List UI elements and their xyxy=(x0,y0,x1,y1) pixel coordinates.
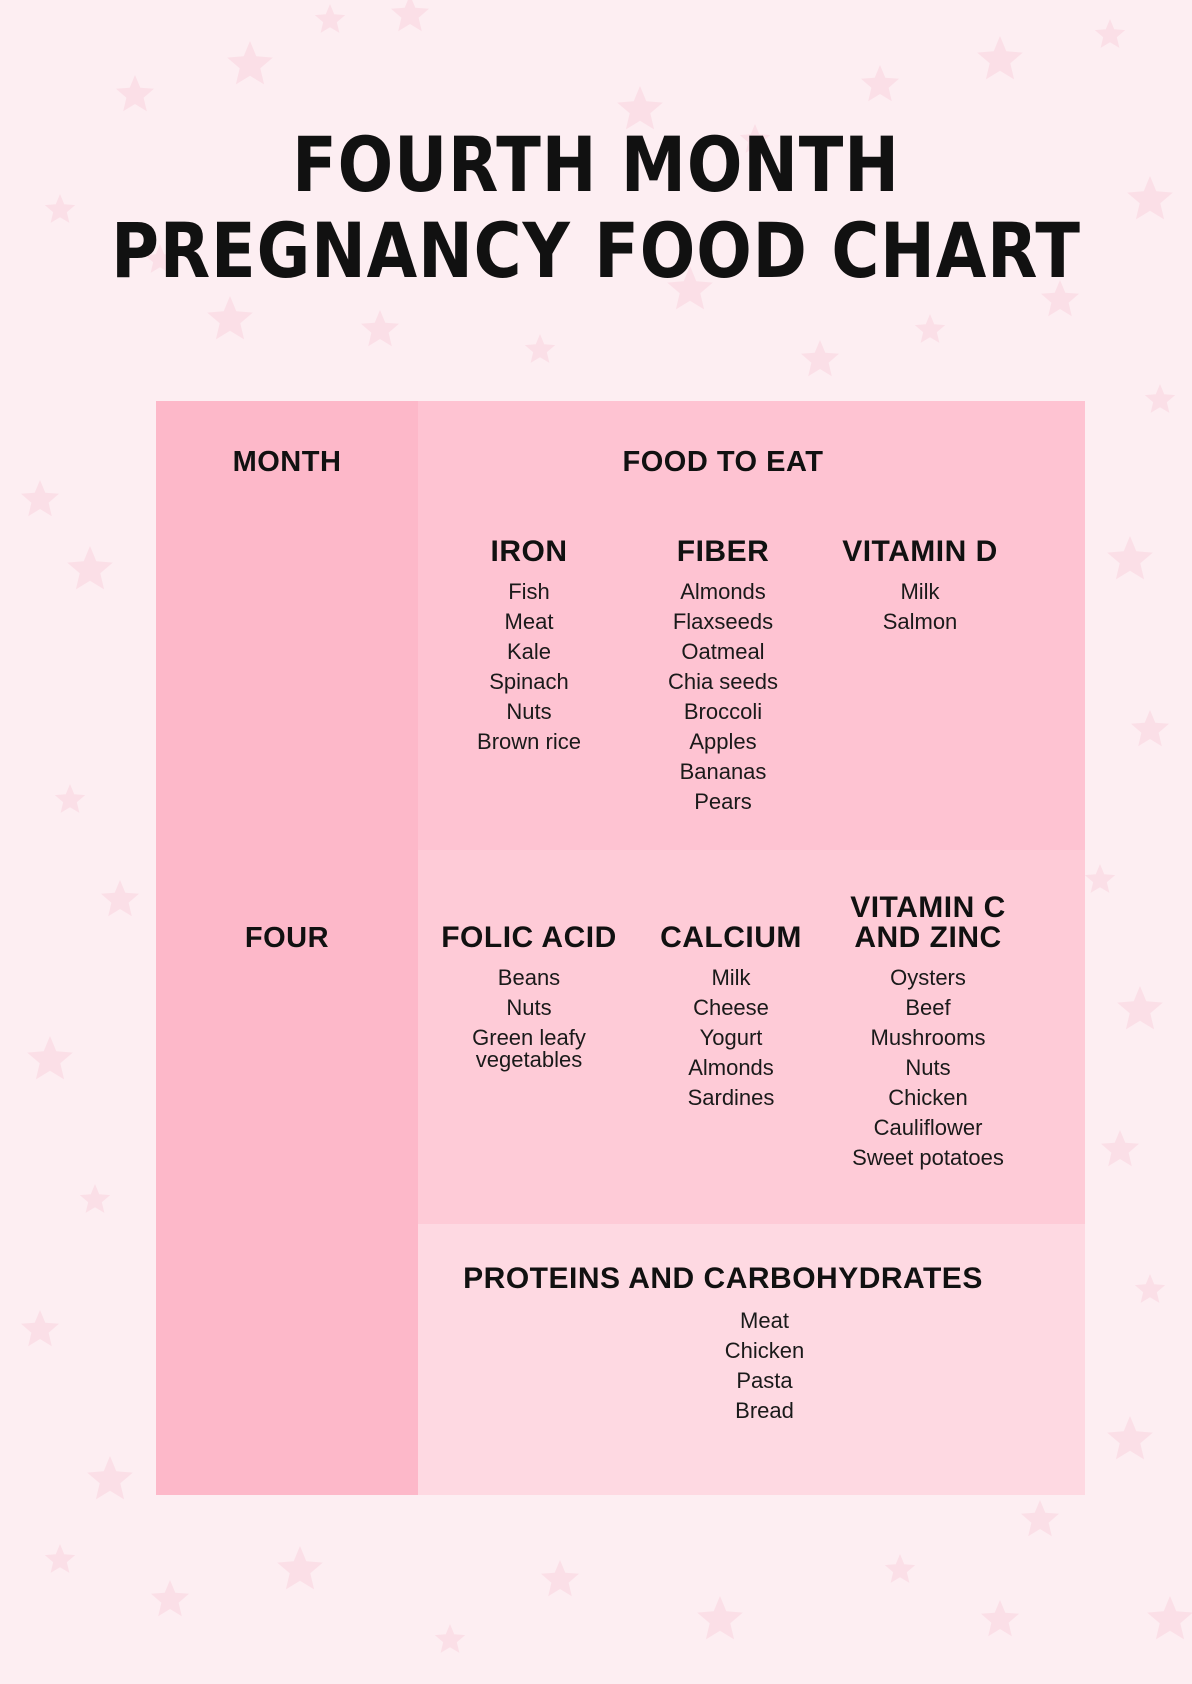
month-value: FOUR xyxy=(244,922,330,954)
decorative-star-icon xyxy=(1107,1416,1153,1459)
vitamin-d-list xyxy=(820,577,1020,637)
food-item: Oatmeal xyxy=(681,639,765,664)
food-item: Almonds xyxy=(688,1055,774,1080)
decorative-star-icon xyxy=(1107,536,1153,579)
calcium-list xyxy=(631,963,831,1113)
decorative-star-icon xyxy=(981,1600,1019,1636)
food-item: Apples xyxy=(689,729,757,754)
food-item: Oysters xyxy=(890,965,966,990)
food-item: Chicken xyxy=(724,1338,805,1363)
decorative-star-icon xyxy=(1085,864,1115,893)
decorative-star-icon xyxy=(1127,176,1173,219)
food-item: Bread xyxy=(735,1398,794,1423)
decorative-star-icon xyxy=(1117,986,1163,1029)
food-item: Nuts xyxy=(506,995,552,1020)
proteins-carbs-list xyxy=(501,1306,1028,1426)
decorative-star-icon xyxy=(45,194,75,223)
food-item: Bananas xyxy=(679,759,767,784)
food-item: Beef xyxy=(905,995,951,1020)
decorative-star-icon xyxy=(80,1184,110,1213)
food-item: Pears xyxy=(694,789,752,814)
vitamin-c-zinc-title-line-1: VITAMIN C xyxy=(850,891,1006,924)
food-item: Nuts xyxy=(905,1055,951,1080)
food-item: Almonds xyxy=(680,579,766,604)
decorative-star-icon xyxy=(885,1554,915,1583)
food-item: Flaxseeds xyxy=(672,609,774,634)
folic-acid-group xyxy=(429,923,629,1075)
iron-title: IRON xyxy=(490,535,568,568)
fiber-group xyxy=(623,537,823,817)
food-item: Cheese xyxy=(693,995,769,1020)
food-item: Salmon xyxy=(882,609,958,634)
page-title xyxy=(83,122,1108,294)
folic-acid-list xyxy=(429,963,629,1075)
decorative-star-icon xyxy=(21,1310,59,1346)
decorative-star-icon xyxy=(977,36,1023,79)
food-item: Cauliflower xyxy=(873,1115,983,1140)
food-item: Sweet potatoes xyxy=(852,1145,1004,1170)
food-item: Beans xyxy=(497,965,561,990)
decorative-star-icon xyxy=(21,480,59,516)
calcium-title: CALCIUM xyxy=(660,921,802,954)
decorative-star-icon xyxy=(435,1624,465,1653)
food-item: Pasta xyxy=(736,1368,793,1393)
food-item: Milk xyxy=(711,965,751,990)
decorative-star-icon xyxy=(361,310,399,346)
food-item: Mushrooms xyxy=(870,1025,986,1050)
decorative-star-icon xyxy=(55,784,85,813)
decorative-star-icon xyxy=(1131,710,1169,746)
food-item: Yogurt xyxy=(699,1025,763,1050)
decorative-star-icon xyxy=(151,1580,189,1616)
vitamin-c-zinc-title-line-2: AND ZINC xyxy=(854,921,1002,954)
decorative-star-icon xyxy=(391,0,429,31)
food-item: Nuts xyxy=(506,699,552,724)
decorative-star-icon xyxy=(861,65,899,101)
food-item: Spinach xyxy=(489,669,569,694)
decorative-star-icon xyxy=(87,1456,133,1499)
decorative-star-icon xyxy=(541,1560,579,1596)
food-item: Broccoli xyxy=(683,699,763,724)
food-item: Brown rice xyxy=(477,729,581,754)
decorative-star-icon xyxy=(1145,384,1175,413)
folic-acid-title: FOLIC ACID xyxy=(441,921,617,954)
fiber-title: FIBER xyxy=(676,535,770,568)
decorative-star-icon xyxy=(207,296,253,339)
decorative-star-icon xyxy=(45,1544,75,1573)
food-item: Chicken xyxy=(888,1085,968,1110)
decorative-star-icon xyxy=(101,880,139,916)
food-item: Meat xyxy=(740,1308,789,1333)
food-item: Kale xyxy=(506,639,552,664)
food-item: Meat xyxy=(504,609,554,634)
food-to-eat-header: FOOD TO EAT xyxy=(622,446,824,478)
food-item: Milk xyxy=(900,579,940,604)
decorative-star-icon xyxy=(277,1546,323,1589)
decorative-star-icon xyxy=(801,340,839,376)
decorative-star-icon xyxy=(1021,1500,1059,1536)
calcium-group xyxy=(631,923,831,1113)
iron-group xyxy=(429,537,629,757)
decorative-star-icon xyxy=(697,1596,743,1639)
decorative-star-icon xyxy=(1147,1596,1192,1639)
proteins-carbs-group xyxy=(418,1264,1028,1426)
vitamin-c-zinc-list xyxy=(828,963,1028,1173)
decorative-star-icon xyxy=(27,1036,73,1079)
decorative-star-icon xyxy=(1095,19,1125,48)
vitamin-d-group xyxy=(820,537,1020,637)
vitamin-c-zinc-title xyxy=(828,893,1028,953)
title-line-2: PREGNANCY FOOD CHART xyxy=(111,206,1081,295)
decorative-star-icon xyxy=(525,334,555,363)
iron-list xyxy=(429,577,629,757)
food-item: Green leafy vegetables xyxy=(472,1025,586,1072)
month-header: MONTH xyxy=(232,446,342,478)
proteins-carbs-title: PROTEINS AND CARBOHYDRATES xyxy=(463,1262,983,1295)
decorative-star-icon xyxy=(915,314,945,343)
decorative-star-icon xyxy=(315,4,345,33)
food-item: Fish xyxy=(508,579,550,604)
decorative-star-icon xyxy=(227,41,273,84)
decorative-star-icon xyxy=(67,546,113,589)
decorative-star-icon xyxy=(1101,1130,1139,1166)
food-item: Chia seeds xyxy=(667,669,779,694)
decorative-star-icon xyxy=(116,75,154,111)
vitamin-c-zinc-group xyxy=(828,893,1028,1173)
food-item: Sardines xyxy=(687,1085,775,1110)
decorative-star-icon xyxy=(1135,1274,1165,1303)
title-line-1: FOURTH MONTH xyxy=(292,120,900,209)
fiber-list xyxy=(623,577,823,817)
vitamin-d-title: VITAMIN D xyxy=(842,535,998,568)
